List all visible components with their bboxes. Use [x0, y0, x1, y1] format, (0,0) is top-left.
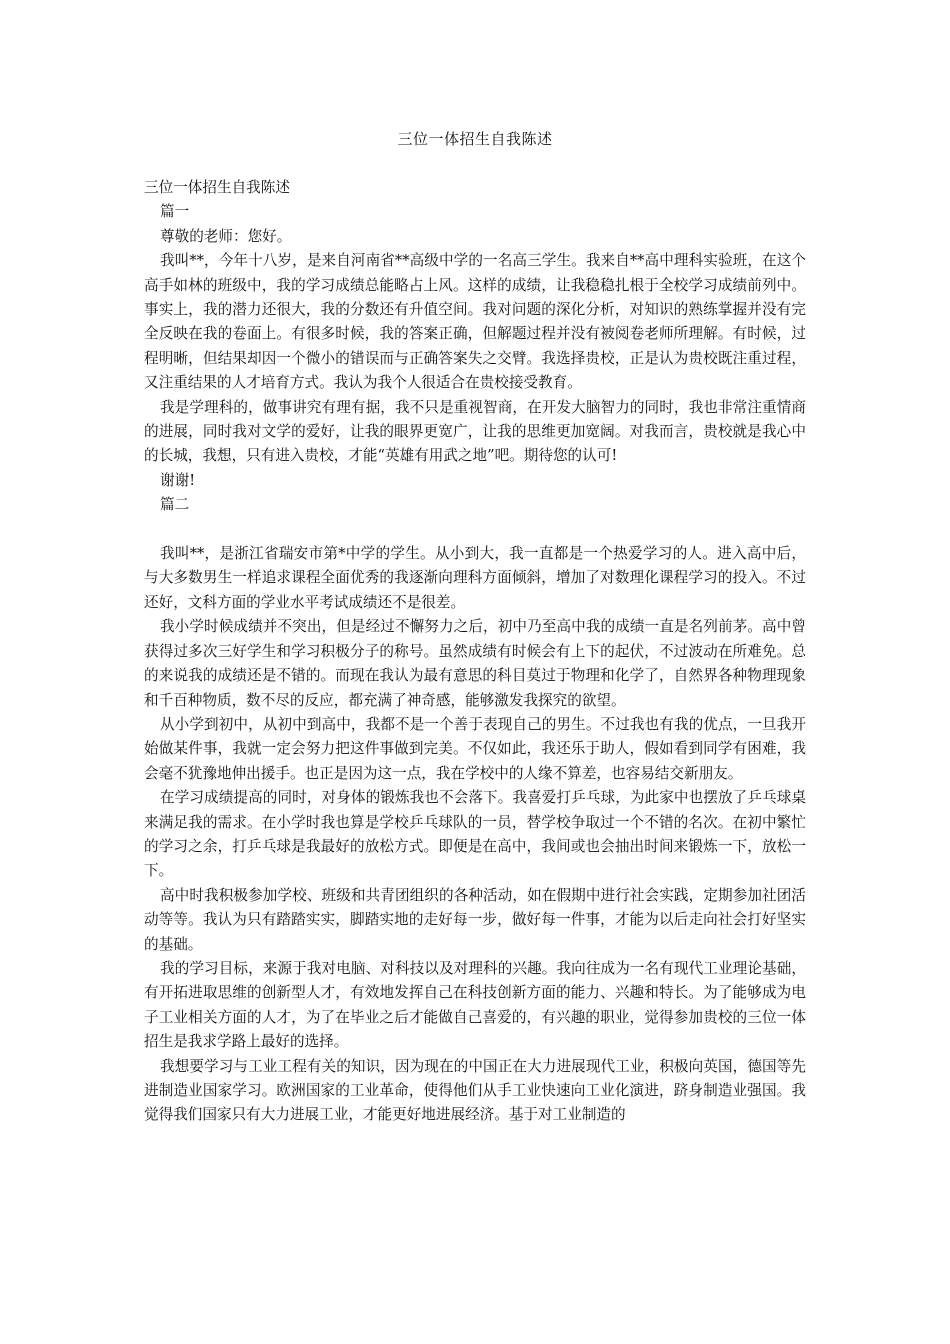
section-label-2: 篇二	[160, 496, 190, 514]
paragraph: 我小学时候成绩并不突出，但是经过不懈努力之后，初中乃至高中我的成绩一直是名列前茅。高中曾获得过多次三好学生和学习积极分子的称号。虽然成绩有时候会有上下的起伏，不过波动在所难免。总的来说我的成绩还是不错的。而现在我认为最有意思的科目莫过于物理和化学了，自然界各种物理现象和千百种物质，数不尽的反应，都充满了神奇感，能够激发我探究的欲望。	[144, 618, 806, 709]
paragraph: 我叫**，是浙江省瑞安市第*中学的学生。从小到大，我一直都是一个热爱学习的人。进入高中后，与大多数男生一样追求课程全面优秀的我逐渐向理科方面倾斜，增加了对数理化课程学习的投入。不过还好，文科方面的学业水平考试成绩还不是很差。	[144, 545, 806, 611]
paragraph: 我的学习目标，来源于我对电脑、对科技以及对理科的兴趣。我向往成为一名有现代工业理论基础，有开拓进取思维的创新型人才，有效地发挥自己在科技创新方面的能力、兴趣和特长。为了能够成为电子工业相关方面的人才，为了在毕业之后才能做自己喜爱的，有兴趣的职业，觉得参加贵校的三位一体招生是我求学路上最好的选择。	[144, 959, 806, 1051]
blank-line	[144, 518, 806, 542]
document-title: 三位一体招生自我陈述	[397, 130, 553, 148]
closing: 谢谢!	[160, 471, 196, 489]
paragraph: 我是学理科的，做事讲究有理有据，我不只是重视智商，在开发大脑智力的同时，我也非常注重情商的进展，同时我对文学的爱好，让我的眼界更宽广，让我的思维更加宽阔。对我而言，贵校就是我心中的长城，我想，只有进入贵校，才能“英雄有用武之地”吧。期待您的认可!	[144, 398, 806, 465]
greeting: 尊敬的老师：您好。	[160, 227, 292, 245]
document-body	[144, 176, 806, 1128]
paragraph: 在学习成绩提高的同时，对身体的锻炼我也不会落下。我喜爱打乒乓球，为此家中也摆放了乒乓球桌来满足我的需求。在小学时我也算是学校乒乓球队的一员，替学校争取过一个不错的名次。在初中繁忙的学习之余，打乒乓球是我最好的放松方式。即便是在高中，我间或也会抽出时间来锻炼一下，放松一下。	[144, 789, 806, 880]
paragraph: 从小学到初中，从初中到高中，我都不是一个善于表现自己的男生。不过我也有我的优点，一旦我开始做某件事，我就一定会努力把这件事做到完美。不仅如此，我还乐于助人，假如看到同学有困难，我会毫不犹豫地伸出援手。也正是因为这一点，我在学校中的人缘不算差，也容易结交新朋友。	[144, 715, 806, 782]
paragraph: 高中时我积极参加学校、班级和共青团组织的各种活动，如在假期中进行社会实践，定期参加社团活动等等。我认为只有踏踏实实，脚踏实地的走好每一步，做好每一件事，才能为以后走向社会打好坚实的基础。	[144, 886, 806, 953]
paragraph: 我想要学习与工业工程有关的知识，因为现在的中国正在大力进展现代工业，积极向英国，德国等先进制造业国家学习。欧洲国家的工业革命，使得他们从手工业快速向工业化演进，跻身制造业强国。我觉得我们国家只有大力进展工业，才能更好地进展经济。基于对工业制造的	[144, 1057, 806, 1124]
section-label-1: 篇一	[160, 203, 190, 221]
paragraph: 我叫**，今年十八岁，是来自河南省**高级中学的一名高三学生。我来自**高中理科实验班，在这个高手如林的班级中，我的学习成绩总能略占上风。这样的成绩，让我稳稳扎根于全校学习成绩前列中。事实上，我的潜力还很大，我的分数还有升值空间。我对问题的深化分析，对知识的熟练掌握并没有完全反映在我的卷面上。有很多时候，我的答案正确，但解题过程并没有被阅卷老师所理解。有时候，过程明晰，但结果却因一个微小的错误而与正确答案失之交臂。我选择贵校，正是认为贵校既注重过程，又注重结果的人才培育方式。我认为我个人很适合在贵校接受教育。	[144, 252, 806, 392]
document-heading: 三位一体招生自我陈述	[144, 179, 290, 196]
